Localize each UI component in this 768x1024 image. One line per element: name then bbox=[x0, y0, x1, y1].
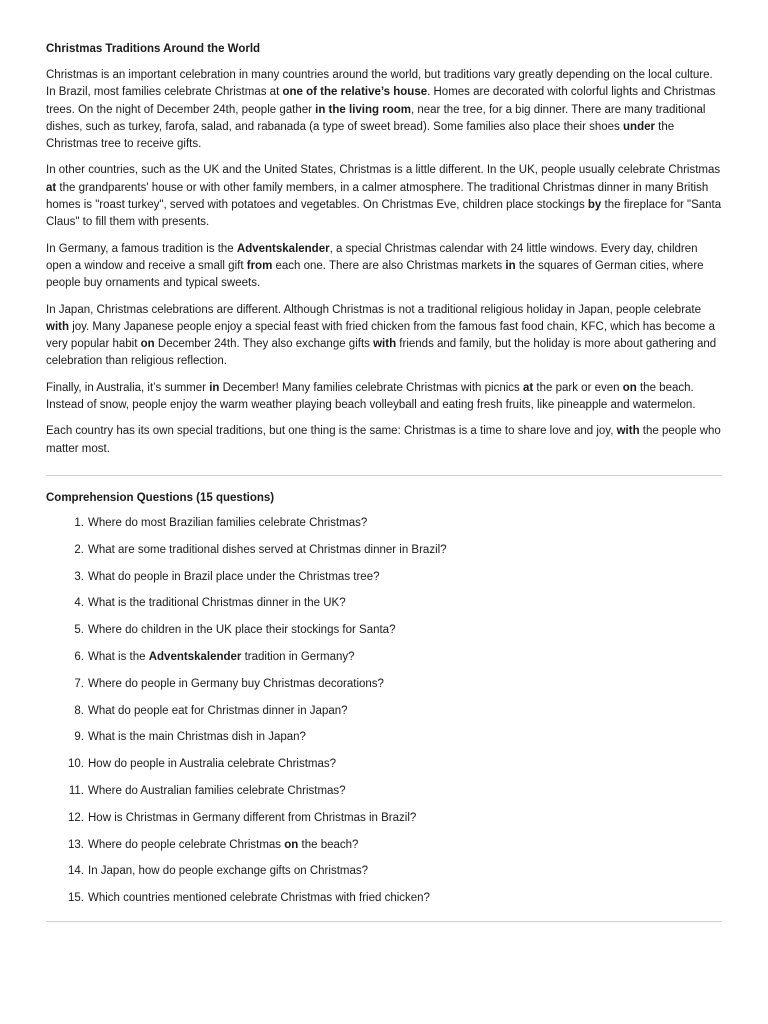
question-item bbox=[46, 729, 722, 746]
question-text: Where do children in the UK place their stockings for Santa? bbox=[88, 624, 396, 637]
paragraph-text: Finally, in Australia, it’s summer bbox=[46, 381, 210, 394]
question-text: tradition in Germany? bbox=[241, 650, 355, 663]
question-number: 9. bbox=[74, 731, 84, 744]
question-text bbox=[88, 703, 348, 720]
question-text bbox=[88, 756, 336, 773]
question-text: Where do most Brazilian families celebrate Christmas? bbox=[88, 516, 368, 529]
question-text: the beach? bbox=[298, 838, 359, 851]
article-title: Christmas Traditions Around the World bbox=[46, 43, 261, 55]
paragraph-emphasis: one of the relative’s house bbox=[282, 86, 428, 99]
bottom-divider bbox=[46, 921, 722, 922]
question-text: What is the traditional Christmas dinner in the UK? bbox=[88, 597, 346, 610]
question-number: 10. bbox=[68, 758, 84, 771]
paragraph-text: the grandparents' house or with other family members, in a calmer atmosphere. The traditional Christmas dinner in many British homes is "roast turkey", served with potatoes and vegetables. On Christmas Eve, children place stockings bbox=[46, 181, 709, 212]
question-text bbox=[88, 890, 430, 907]
question-item bbox=[46, 515, 722, 532]
question-text: What do people in Brazil place under the Christmas tree? bbox=[88, 570, 380, 583]
article-paragraph bbox=[46, 162, 722, 231]
question-text bbox=[88, 810, 416, 827]
question-item bbox=[46, 649, 722, 666]
paragraph-emphasis: from bbox=[246, 259, 273, 272]
paragraph-emphasis: in the living room bbox=[315, 103, 411, 116]
question-text: Where do Australian families celebrate Christmas? bbox=[88, 784, 346, 797]
question-item bbox=[46, 569, 722, 586]
paragraph-text: the squares of German cities, where people buy ornaments and typical sweets. bbox=[46, 259, 704, 290]
question-number: 13. bbox=[68, 838, 84, 851]
paragraph-text: the beach. Instead of snow, people enjoy the warm weather playing beach volleyball and eating fresh fruits, like pineapple and watermelon. bbox=[46, 381, 696, 412]
question-text: What do people eat for Christmas dinner in Japan? bbox=[88, 704, 348, 717]
question-text: What is the main Christmas dish in Japan? bbox=[88, 731, 306, 744]
article-paragraph bbox=[46, 241, 722, 293]
paragraph-emphasis: in bbox=[209, 381, 220, 394]
question-text bbox=[88, 542, 447, 559]
question-item bbox=[46, 890, 722, 907]
paragraph-text: each one. There are also Christmas markets bbox=[272, 259, 506, 272]
question-item bbox=[46, 676, 722, 693]
question-text bbox=[88, 837, 358, 854]
question-text: Which countries mentioned celebrate Christmas with fried chicken? bbox=[88, 892, 430, 905]
paragraph-text: the people who matter most. bbox=[46, 425, 721, 455]
paragraph-text: December! Many families celebrate Christmas with picnics bbox=[219, 381, 523, 394]
question-number: 2. bbox=[74, 543, 84, 556]
paragraph-emphasis: with bbox=[616, 425, 640, 438]
paragraph-emphasis: at bbox=[523, 381, 534, 394]
question-item bbox=[46, 542, 722, 559]
question-text: In Japan, how do people exchange gifts on Christmas? bbox=[88, 865, 369, 878]
question-text: Where do people in Germany buy Christmas decorations? bbox=[88, 677, 384, 690]
question-number: 5. bbox=[74, 624, 84, 637]
paragraph-emphasis: at bbox=[46, 181, 57, 194]
article-paragraph bbox=[46, 67, 722, 153]
question-item bbox=[46, 863, 722, 880]
question-number: 15. bbox=[68, 892, 84, 905]
question-text bbox=[88, 622, 395, 639]
paragraph-text: In Germany, a famous tradition is the bbox=[46, 242, 237, 255]
paragraph-text: Christmas is an important celebration in many countries around the world, but traditions vary greatly depending on the local culture. In Brazil, most families celebrate Christmas at bbox=[46, 69, 713, 99]
paragraph-text: . Homes are decorated with colorful lights and Christmas trees. On the night of December 24th, people gather bbox=[46, 86, 716, 116]
question-text bbox=[88, 676, 384, 693]
question-text: What is the bbox=[88, 650, 149, 663]
question-text bbox=[88, 729, 306, 746]
question-item bbox=[46, 783, 722, 800]
question-item bbox=[46, 622, 722, 639]
question-item bbox=[46, 810, 722, 827]
paragraph-emphasis: by bbox=[587, 199, 602, 212]
paragraph-text: , near the tree, for a big dinner. There are many traditional dishes, such as turkey, farofa, salad, and rabanada (a type of sweet bread). Some families also place their shoes bbox=[46, 103, 706, 133]
paragraph-text: Each country has its own special traditions, but one thing is the same: Christmas is a time to share love and joy, bbox=[46, 425, 617, 438]
paragraph-emphasis: under bbox=[623, 120, 655, 133]
paragraph-emphasis: on bbox=[622, 381, 637, 394]
paragraph-text: , a special Christmas calendar with 24 little windows. Every day, children open a window and receive a small gift bbox=[46, 242, 698, 272]
question-text: How is Christmas in Germany different from Christmas in Brazil? bbox=[88, 811, 417, 824]
question-emphasis: on bbox=[284, 838, 299, 851]
article-paragraph bbox=[46, 302, 722, 371]
question-number: 14. bbox=[68, 865, 84, 878]
question-number: 3. bbox=[74, 570, 84, 583]
question-text bbox=[88, 569, 380, 586]
paragraph-emphasis: with bbox=[46, 320, 69, 333]
paragraph-emphasis: Adventskalender bbox=[236, 242, 330, 255]
question-item bbox=[46, 837, 722, 854]
paragraph-text: In other countries, such as the UK and the United States, Christmas is a little different. In the UK, people usually celebrate Christmas bbox=[46, 164, 721, 177]
paragraph-text: the park or even bbox=[533, 381, 623, 394]
question-text bbox=[88, 595, 346, 612]
questions-list bbox=[46, 515, 722, 907]
question-number: 7. bbox=[74, 677, 84, 690]
question-number: 4. bbox=[74, 597, 84, 610]
paragraph-text: the Christmas tree to receive gifts. bbox=[46, 120, 675, 151]
paragraph-text: friends and family, but the holiday is more about gathering and celebration than religious reflection. bbox=[46, 338, 717, 368]
question-number: 12. bbox=[68, 811, 84, 824]
question-number: 11. bbox=[68, 784, 84, 797]
paragraph-text: the fireplace for "Santa Claus" to fill them with presents. bbox=[46, 199, 722, 229]
question-item bbox=[46, 595, 722, 612]
question-text bbox=[88, 515, 367, 532]
section-divider bbox=[46, 475, 722, 476]
question-number: 8. bbox=[74, 704, 84, 717]
paragraph-emphasis: with bbox=[373, 338, 397, 351]
question-text: How do people in Australia celebrate Christmas? bbox=[88, 758, 337, 771]
question-number: 1. bbox=[74, 516, 84, 529]
paragraph-emphasis: on bbox=[140, 338, 155, 351]
paragraph-text: In Japan, Christmas celebrations are different. Although Christmas is not a traditional religious holiday in Japan, people celebrate bbox=[46, 303, 702, 316]
question-text bbox=[88, 863, 368, 880]
paragraph-text: December 24th. They also exchange gifts bbox=[154, 338, 374, 351]
article-paragraph bbox=[46, 380, 722, 415]
question-text bbox=[88, 783, 346, 800]
question-item bbox=[46, 703, 722, 720]
question-emphasis: Adventskalender bbox=[148, 650, 242, 663]
question-text: Where do people celebrate Christmas bbox=[88, 838, 285, 851]
article-body bbox=[46, 67, 722, 458]
question-number: 6. bbox=[74, 650, 84, 663]
question-text: What are some traditional dishes served at Christmas dinner in Brazil? bbox=[88, 543, 447, 556]
paragraph-emphasis: in bbox=[505, 259, 516, 272]
article-paragraph bbox=[46, 423, 722, 458]
question-text bbox=[88, 649, 355, 666]
questions-heading: Comprehension Questions (15 questions) bbox=[46, 491, 275, 504]
question-item bbox=[46, 756, 722, 773]
paragraph-text: joy. Many Japanese people enjoy a special feast with fried chicken from the famous fast food chain, KFC, which has become a very popular habit bbox=[46, 320, 716, 351]
